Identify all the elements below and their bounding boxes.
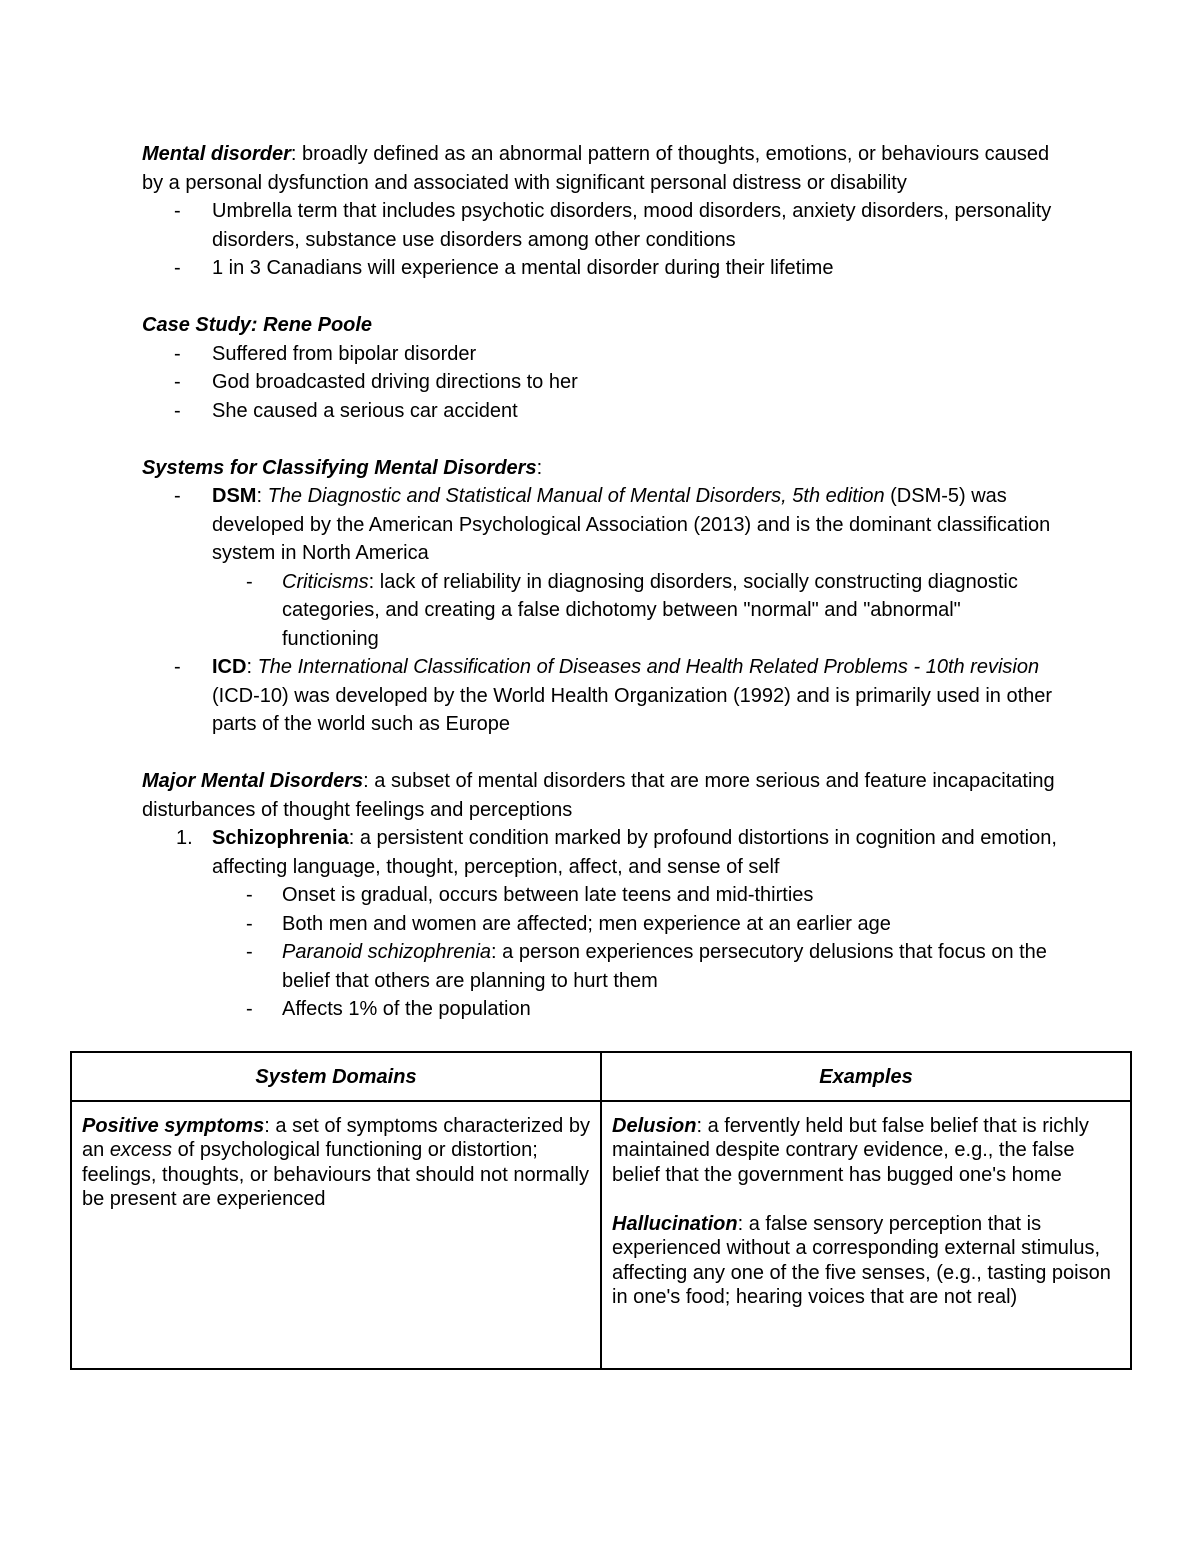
list-item: - 1 in 3 Canadians will experience a mental disorder during their lifetime [142,254,1062,283]
icd-bullets [142,653,1062,739]
dsm-item: - DSM: The Diagnostic and Statistical Manual of Mental Disorders, 5th edition (DSM-5) was developed by the American Psychological Association (2013) and is the dominant classification system in North America [142,482,1062,568]
dsm-criticisms [142,568,1062,654]
mental-disorder-bullets [142,197,1062,283]
list-item: - Paranoid schizophrenia: a person experiences persecutory delusions that focus on the belief that others are planning to hurt them [142,938,1062,995]
header-system-domains: System Domains [71,1052,601,1101]
table-row [71,1101,1131,1369]
case-study-bullets [142,340,1062,426]
list-item: - Onset is gradual, occurs between late teens and mid-thirties [142,881,1062,910]
list-item: - God broadcasted driving directions to her [142,368,1062,397]
major-disorders-definition: Major Mental Disorders: a subset of mental disorders that are more serious and feature incapacitating disturbances of thought feelings and perceptions [142,770,1055,821]
case-study-heading: Case Study: Rene Poole [142,314,373,336]
major-disorders-list [142,824,1062,881]
schizophrenia-bullets [142,881,1062,1024]
table-header-row [71,1052,1131,1101]
mental-disorder-definition: Mental disorder: broadly defined as an abnormal pattern of thoughts, emotions, or behaviours caused by a personal dysfunction and associated with significant personal distress or disability [142,143,1050,194]
notes-body [142,140,1062,1024]
hallucination-example: Hallucination: a false sensory perception that is experienced without a corresponding external stimulus, affecting any one of the five senses, (e.g., tasting poison in one's food; hearing voices that are not real) [612,1212,1111,1308]
term-mental-disorder: Mental disorder [142,143,291,165]
list-item: - She caused a serious car accident [142,397,1062,426]
delusion-example: Delusion: a fervently held but false belief that is richly maintained despite contrary evidence, e.g., the false belief that the government has bugged one's home [612,1114,1089,1186]
header-examples: Examples [601,1052,1131,1101]
examples-cell [601,1101,1131,1369]
system-domains-table [70,1051,1132,1370]
list-item: - Umbrella term that includes psychotic disorders, mood disorders, anxiety disorders, personality disorders, substance use disorders among other conditions [142,197,1062,254]
list-item: - Suffered from bipolar disorder [142,340,1062,369]
list-item: - Criticisms: lack of reliability in diagnosing disorders, socially constructing diagnostic categories, and creating a false dichotomy between "normal" and "abnormal" functioning [142,568,1062,654]
positive-symptoms-cell: Positive symptoms: a set of symptoms characterized by an excess of psychological functioning or distortion; feelings, thoughts, or behaviours that should not normally be present are experienced [71,1101,601,1369]
list-item: - Both men and women are affected; men experience at an earlier age [142,910,1062,939]
list-item: - Affects 1% of the population [142,995,1062,1024]
systems-heading: Systems for Classifying Mental Disorders: [142,456,543,479]
schizophrenia-item: 1. Schizophrenia: a persistent condition marked by profound distortions in cognition and emotion, affecting language, thought, perception, affect, and sense of self [176,827,1057,878]
icd-item: - ICD: The International Classification of Diseases and Health Related Problems - 10th revision (ICD-10) was developed by the World Health Organization (1992) and is primarily used in other parts of the world such as Europe [142,653,1062,739]
systems-bullets [142,482,1062,568]
